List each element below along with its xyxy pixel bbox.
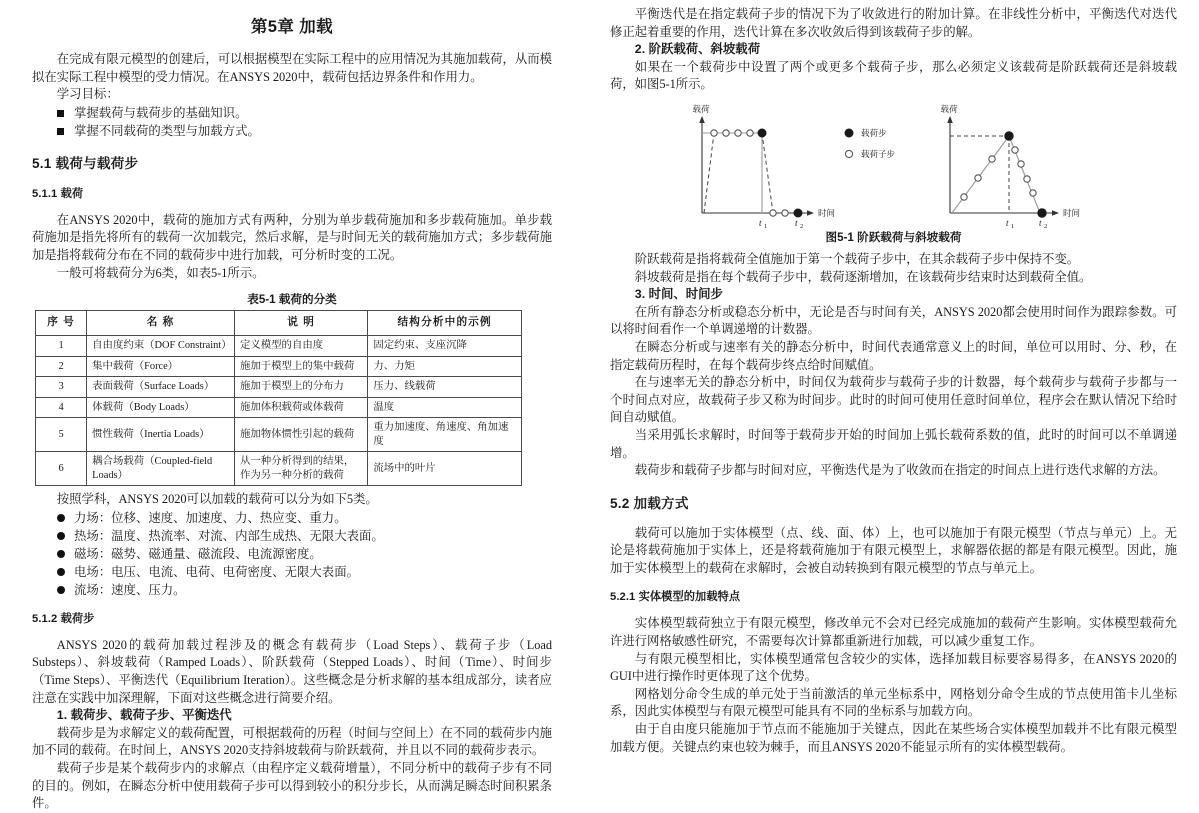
substep-marker [769,210,775,216]
discipline-text: 热场：温度、热流率、对流、内部生成热、无限大表面。 [74,528,384,543]
y-axis-label: 载荷 [939,103,958,114]
cell-name: 表面载荷（Surface Loads） [87,377,235,398]
section-heading-5-1: 5.1 载荷与载荷步 [32,155,139,171]
discipline-text: 流场：速度、压力。 [74,582,186,597]
paragraph-solid-model-2: 与有限元模型相比，实体模型通常包含较少的实体，选择加载目标要容易得多，在ANSYS 2020的GUI中进行操作时更体现了这个优势。 [610,651,1177,684]
chart-ramped-load [940,104,1080,228]
tick-label-t2-sub: 2 [1043,222,1047,228]
column-header-index: 序 号 [36,311,87,336]
objectives-list [32,104,552,140]
paragraph-equilibrium-iteration: 平衡迭代是在指定载荷子步的情况下为了收敛进行的附加计算。在非线性分析中，平衡迭代对迭代修正起着重要的作用，迭代计算在多次收敛后得到该载荷子步的解。 [610,7,1177,39]
y-axis-label: 载荷 [691,103,710,114]
figure-legend [845,128,896,159]
legend-label-substep: 载荷子步 [860,148,895,159]
table-row [36,377,522,398]
cell-name: 体载荷（Body Loads） [87,397,235,418]
table-row [36,336,522,357]
substep-marker [988,156,994,162]
drop-dashed-line [762,133,773,213]
list-item [32,581,552,599]
legend-label-loadstep: 载荷步 [860,127,887,138]
paragraph-time-rate-independent: 在与速率无关的静态分析中，时间仅为载荷步与载荷子步的计数器，每个载荷步与载荷子步都与一个时间点对应，故载荷子步又称为时间步。此时的时间可使用任意时间单位，程序会在默认情况下给时间自动赋值。 [610,375,1177,425]
paragraph-time-transient: 在瞬态分析或与速率有关的静态分析中，时间代表通常意义上的时间，单位可以用时、分、秒，在指定载荷历程时，在每个载荷步终点给时间赋值。 [610,339,1177,372]
cell-description: 定义模型的自由度 [235,336,368,357]
tick-label-t2: t [1038,217,1042,228]
paragraph-time-summary: 载荷步和载荷子步都与时间对应，平衡迭代是为了收敛而在指定的时间点上进行迭代求解的方法。 [634,463,1166,478]
paragraph-time-arclength: 当采用弧长求解时，时间等于载荷步开始的时间加上弧长载荷系数的值，此时的时间可以不单调递增。 [610,427,1177,460]
cell-name: 惯性载荷（Inertia Loads） [87,418,235,452]
stepped-and-ramped-load-charts [634,100,1154,228]
objective-text: 掌握载荷与载荷步的基础知识。 [74,105,248,120]
table-row [36,418,522,452]
loadstep-marker [1004,132,1012,140]
objective-text: 掌握不同载荷的类型与加载方式。 [74,123,260,138]
discipline-text: 力场：位移、速度、加速度、力、热应变、重力。 [74,510,347,525]
substep-marker [734,130,740,136]
numbered-heading-3: 3. 时间、时间步 [634,287,723,302]
loadstep-marker [1037,209,1045,217]
cell-description: 施加体积载荷或体载荷 [235,397,368,418]
substep-marker [1011,147,1017,153]
numbered-heading-2: 2. 阶跃载荷、斜坡载荷 [634,42,761,57]
cell-example: 力、力矩 [368,356,522,377]
subsection-heading-5-1-1: 5.1.1 载荷 [32,187,84,200]
cell-name: 自由度约束（DOF Constraint） [87,336,235,357]
left-column [0,0,588,811]
cell-name: 集中载荷（Force） [87,356,235,377]
substep-marker [1023,176,1029,182]
substep-marker [781,210,787,216]
table-row [36,452,522,486]
paragraph-loading-methods: 载荷可以施加于实体模型（点、线、面、体）上，也可以施加于有限元模型（节点与单元）上。无论是将载荷施加于实体上，还是将载荷施加于有限元模型上，求解器依据的都是有限元模型。因此，施加于实体模型上的载荷在求解时，会被自动转换到有限元模型的节点与单元上。 [610,525,1177,575]
discipline-list [32,509,552,599]
load-classification-table [35,310,522,486]
loadstep-marker [794,209,802,217]
table-caption: 表5-1 载荷的分类 [247,293,337,307]
ramp-up-line [952,136,1009,213]
substep-marker [960,194,966,200]
cell-index: 2 [36,356,87,377]
list-item [32,527,552,545]
legend-solid-circle-icon [845,129,853,137]
cell-index: 1 [36,336,87,357]
tick-label-t2: t [794,217,798,228]
substep-marker [722,130,728,136]
discipline-text: 电场：电压、电流、电荷、电荷密度、无限大表面。 [74,564,359,579]
column-header-example: 结构分析中的示例 [368,311,522,336]
cell-example: 压力、线载荷 [368,377,522,398]
substep-marker [710,130,716,136]
objectives-label: 学习目标： [56,87,119,102]
paragraph-stepped-intro: 如果在一个载荷步中设置了两个或更多个载荷子步，那么必须定义该载荷是阶跃载荷还是斜坡载荷，如图5-1所示。 [610,59,1177,92]
tick-label-t1: t [758,217,762,228]
cell-example: 温度 [368,397,522,418]
paragraph-loads-methods: 在ANSYS 2020中，载荷的施加方式有两种，分别为单步载荷施加和多步载荷施加。单步载荷施加是指先将所有的载荷一次加载完，然后求解，是与时间无关的载荷施加方式；多步载荷施加是指将载荷分布在不同的载荷步中进行加载，可分析时变的工况。 [32,212,552,262]
cell-example: 重力加速度、角速度、角加速度 [368,418,522,452]
list-item [32,122,552,140]
paragraph-disciplines: 按照学科，ANSYS 2020可以加载的载荷可以分为如下5类。 [56,492,378,507]
substep-marker [1029,190,1035,196]
cell-index: 6 [36,452,87,486]
substep-marker [746,130,752,136]
legend-open-circle-icon [845,150,852,157]
right-column [588,0,1199,764]
cell-description: 施加于模型上的集中载荷 [235,356,368,377]
paragraph-solid-model-4: 由于自由度只能施加于节点而不能施加于关键点，因此在某些场合实体模型加载并不比有限元模型加载方便。关键点约束也较为棘手，而且ANSYS 2020不能显示所有的实体模型载荷。 [610,722,1177,754]
chart-stepped-load [692,104,835,228]
discipline-text: 磁场：磁势、磁通量、磁流段、电流源密度。 [74,546,322,561]
column-header-description: 说 明 [235,311,368,336]
tick-label-t1-sub: 1 [763,222,767,228]
y-axis-arrow [699,116,705,123]
x-axis-label: 时间 [817,207,835,218]
list-item [32,509,552,527]
loadstep-marker [758,129,766,137]
table-row [36,356,522,377]
paragraph-time-static: 在所有静态分析或稳态分析中，无论是否与时间有关，ANSYS 2020都会使用时间作为跟踪参数。可以将时间看作一个单调递增的计数器。 [610,304,1177,337]
x-axis-arrow [1052,210,1059,216]
cell-description: 施加物体惯性引起的载荷 [235,418,368,452]
substep-marker [1017,161,1023,167]
list-item [32,545,552,563]
subsection-heading-5-1-2: 5.1.2 载荷步 [32,612,95,625]
list-item [32,104,552,122]
subsection-heading-5-2-1: 5.2.1 实体模型的加载特点 [610,591,741,604]
cell-description: 施加于模型上的分布力 [235,377,368,398]
table-row [36,397,522,418]
cell-description: 从一种分析得到的结果，作为另一种分析的载荷 [235,452,368,486]
table-header [36,311,522,336]
table-body [36,336,522,486]
figure-5-1 [610,100,1177,245]
tick-label-t2-sub: 2 [799,222,803,228]
cell-index: 5 [36,418,87,452]
list-item [32,563,552,581]
table-header-row [36,311,522,336]
cell-example: 流场中的叶片 [368,452,522,486]
substep-marker [974,175,980,181]
paragraph-stepped-definition: 阶跃载荷是指将载荷全值施加于第一个载荷子步中，在其余载荷子步中保持不变。 [634,251,1080,266]
page-title: 第5章 加载 [250,18,334,36]
intro-paragraph: 在完成有限元模型的创建后，可以根据模型在实际工程中的应用情况为其施加载荷，从而模拟在实际工程中模型的受力情况。在ANSYS 2020中，载荷包括边界条件和作用力。 [32,52,552,84]
tick-label-t1-sub: 1 [1010,222,1014,228]
paragraph-solid-model-1: 实体模型载荷独立于有限元模型，修改单元不会对已经完成施加的载荷产生影响。实体模型载荷允许进行网格敏感性研究，不需要每次计算都重新进行加载，可以减少重复工作。 [610,616,1177,649]
cell-example: 固定约束、支座沉降 [368,336,522,357]
x-axis-arrow [807,210,814,216]
column-header-name: 名 称 [87,311,235,336]
cell-name: 耦合场载荷（Coupled-field Loads） [87,452,235,486]
numbered-heading-1: 1. 载荷步、载荷子步、平衡迭代 [56,708,232,723]
paragraph-loads-categories: 一般可将载荷分为6类，如表5-1所示。 [56,265,265,280]
cell-index: 4 [36,397,87,418]
section-heading-5-2: 5.2 加载方式 [610,495,689,511]
cell-index: 3 [36,377,87,398]
paragraph-ramped-definition: 斜坡载荷是指在每个载荷子步中，载荷逐渐增加，在该载荷步结束时达到载荷全值。 [634,269,1092,284]
rise-dashed-line [704,133,714,213]
paragraph-substep-definition: 载荷子步是某个载荷步内的求解点（由程序定义载荷增量），不同分析中的载荷子步有不同的目的。例如，在瞬态分析中使用载荷子步可以得到较小的积分步长，从而满足瞬态时间积累条件。 [32,760,552,811]
figure-caption: 图5-1 阶跃载荷与斜坡载荷 [825,230,962,244]
paragraph-loadstep-definition: 载荷步是为求解定义的载荷配置，可根据载荷的历程（时间与空间上）在不同的载荷步内施加不同的载荷。在时间上，ANSYS 2020支持斜坡载荷与阶跃载荷，并且以不同的载荷步表示。 [32,725,552,758]
paragraph-solid-model-3: 网格划分命令生成的单元处于当前激活的单元坐标系中，网格划分命令生成的节点使用笛卡儿坐标系，因此实体模型与有限元模型可能具有不同的坐标系与加载方向。 [610,686,1177,719]
paragraph-loadstep-concepts: ANSYS 2020的载荷加载过程涉及的概念有载荷步（Load Steps）、载荷子步（Load Substeps）、斜坡载荷（Ramped Loads）、阶跃载荷（Stepped Loads）、时间（Time）、时间步（Time Steps）、平衡迭代（Equilibrium Iteration）。这些概念是分析求解的基本组成部分，读者应注意在实践中加深理解，下面对这些概念进行简要介绍。 [32,637,552,705]
y-axis-arrow [947,116,953,123]
x-axis-label: 时间 [1062,207,1080,218]
tick-label-t1: t [1005,217,1009,228]
